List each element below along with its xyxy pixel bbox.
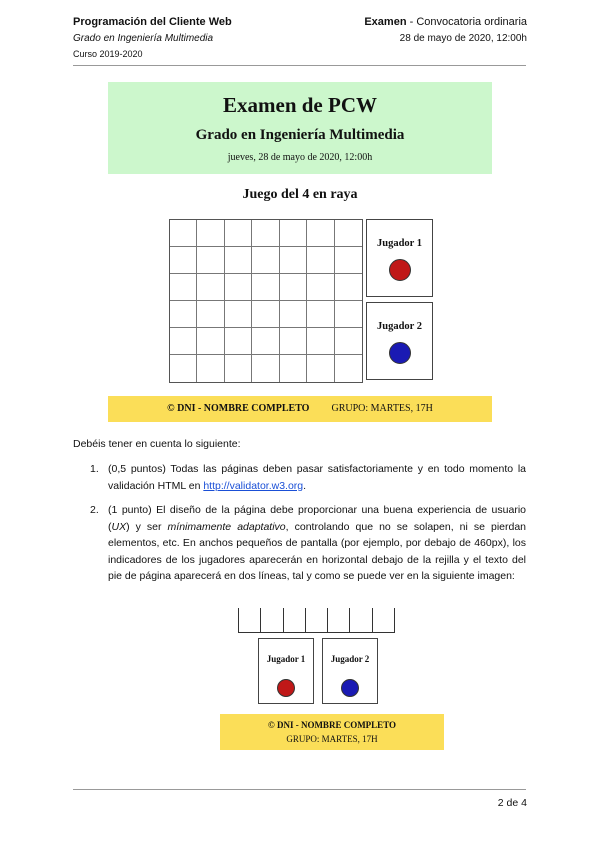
list-item [73, 502, 526, 585]
exam-date: 28 de mayo de 2020, 12:00h [399, 33, 527, 44]
board-cell [225, 220, 252, 247]
board-cell [170, 301, 197, 328]
intro-paragraph: Debéis tener en cuenta lo siguiente: [73, 438, 241, 450]
figure2-footer [220, 714, 444, 750]
board-cell [335, 355, 362, 382]
figure2-grid-fragment [238, 608, 395, 633]
board-cell [225, 247, 252, 274]
board-cell [225, 328, 252, 355]
board-cell [225, 301, 252, 328]
board-cell [197, 355, 224, 382]
board-cell [252, 220, 279, 247]
figure2-player2-indicator [322, 638, 378, 704]
board-cell [307, 274, 334, 301]
figure2-player2-label: Jugador 2 [330, 654, 370, 664]
grid-column [239, 608, 261, 632]
figure1-title: Examen de PCW [223, 93, 377, 117]
board-cell [335, 301, 362, 328]
board-cell [197, 220, 224, 247]
list-item [73, 461, 526, 494]
board-cell [252, 328, 279, 355]
grid-column [328, 608, 350, 632]
board-cell [307, 355, 334, 382]
game-board-grid [169, 219, 363, 383]
board-cell [197, 247, 224, 274]
board-cell [280, 328, 307, 355]
grid-column [261, 608, 283, 632]
grid-column [350, 608, 372, 632]
figure1-date: jueves, 28 de mayo de 2020, 12:00h [227, 152, 373, 163]
board-cell [280, 355, 307, 382]
exam-heading [364, 14, 527, 31]
board-cell [307, 220, 334, 247]
validator-link[interactable]: http://validator.w3.org [203, 479, 304, 492]
board-cell [197, 328, 224, 355]
exam-type: Convocatoria ordinaria [416, 16, 527, 28]
board-cell [197, 274, 224, 301]
item1-period: . [303, 479, 307, 492]
footer-divider [73, 789, 526, 790]
board-cell [335, 328, 362, 355]
board-cell [252, 247, 279, 274]
board-cell [225, 355, 252, 382]
item2-ux: UX [111, 520, 127, 533]
board-cell [307, 328, 334, 355]
item2-number: 2. [90, 504, 99, 516]
figure2-player1-indicator [258, 638, 314, 704]
board-cell [252, 274, 279, 301]
figure2-player2-disc-icon [341, 679, 359, 697]
player1-disc-icon [389, 259, 411, 281]
figure1-footer-copyright: © DNI - NOMBRE COMPLETO [167, 403, 310, 414]
figure1-footer [108, 396, 492, 422]
item2-emphasis: mínimamente adaptativo [167, 520, 286, 533]
figure1-banner [108, 82, 492, 174]
item2-text-3: , controlando que no se solapen, ni se pierdan elementos, etc. En anchos pequeños de pantalla (por ejemplo, por debajo de 460px), los indicadores de los jugadores aparecerán en horizontal debajo de la rejilla y el texto del pie de página aparecerá en dos líneas, tal y como se puede ver en la siguiente imagen: [108, 520, 527, 582]
board-cell [335, 274, 362, 301]
board-cell [252, 355, 279, 382]
board-cell [280, 220, 307, 247]
player1-indicator [366, 219, 433, 297]
board-cell [170, 328, 197, 355]
player2-indicator [366, 302, 433, 380]
figure2-footer-group: GRUPO: MARTES, 17H [286, 734, 378, 744]
item2-text-1: (1 punto) El diseño de la página debe proporcionar una buena experiencia de usuario ( [108, 504, 526, 533]
figure2-player1-label: Jugador 1 [266, 654, 306, 664]
degree-name: Grado en Ingeniería Multimedia [73, 33, 214, 44]
page-header-left [73, 14, 232, 62]
board-cell [335, 220, 362, 247]
requirements-list [73, 461, 526, 593]
board-cell [280, 301, 307, 328]
board-cell [252, 301, 279, 328]
item1-number: 1. [90, 463, 99, 475]
page-header-right [364, 14, 527, 46]
board-cell [197, 301, 224, 328]
board-cell [170, 220, 197, 247]
item1-text: (0,5 puntos) Todas las páginas deben pasar satisfactoriamente y en todo momento la validación HTML en [108, 463, 526, 492]
figure2-footer-copyright: © DNI - NOMBRE COMPLETO [267, 720, 397, 730]
board-cell [335, 247, 362, 274]
board-cell [170, 355, 197, 382]
grid-column [373, 608, 395, 632]
figure1-subtitle: Grado en Ingeniería Multimedia [195, 127, 405, 143]
player2-disc-icon [389, 342, 411, 364]
course-title: Programación del Cliente Web [73, 16, 232, 28]
figure1-footer-group: GRUPO: MARTES, 17H [331, 403, 433, 414]
board-cell [307, 301, 334, 328]
grid-column [306, 608, 328, 632]
exam-separator: - [406, 16, 417, 28]
figure2-player1-disc-icon [277, 679, 295, 697]
figure1-game-title: Juego del 4 en raya [242, 187, 358, 202]
exam-label: Examen [364, 16, 407, 28]
header-divider [73, 65, 526, 66]
player1-label: Jugador 1 [376, 238, 423, 249]
board-cell [280, 274, 307, 301]
academic-year: Curso 2019-2020 [73, 49, 143, 59]
board-cell [280, 247, 307, 274]
board-cell [225, 274, 252, 301]
board-cell [170, 247, 197, 274]
item2-text-2: ) y ser [126, 520, 168, 533]
grid-column [284, 608, 306, 632]
board-cell [307, 247, 334, 274]
board-cell [170, 274, 197, 301]
page-number: 2 de 4 [497, 797, 527, 809]
player2-label: Jugador 2 [376, 321, 423, 332]
